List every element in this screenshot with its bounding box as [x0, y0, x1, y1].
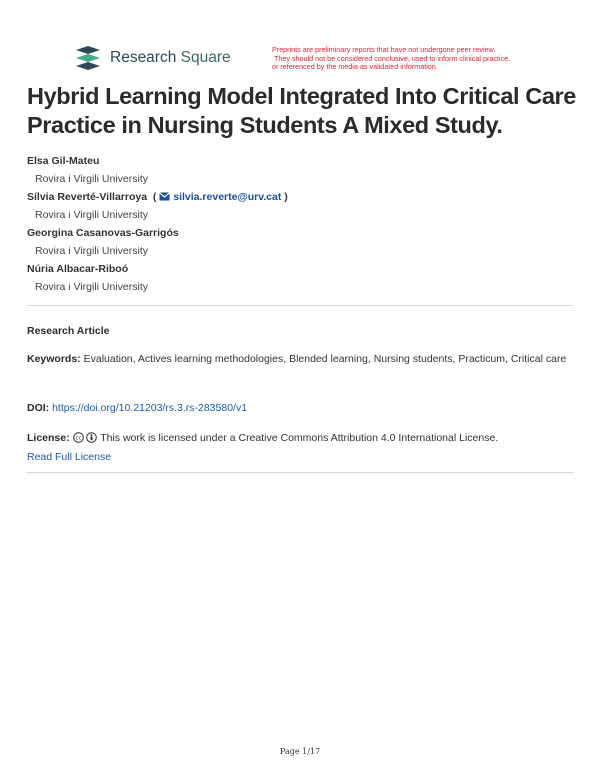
- author-affiliation: Rovira i Virgili University: [35, 245, 148, 257]
- doi-label: DOI:: [27, 402, 50, 414]
- author-name[interactable]: Sílvia Reverté-Villarroya: [27, 191, 148, 203]
- license-text: This work is licensed under a Creative Commons Attribution 4.0 International License.: [100, 432, 499, 444]
- paren: (: [149, 191, 157, 203]
- paren: ): [284, 191, 288, 203]
- license-label: License:: [27, 432, 70, 444]
- author-name[interactable]: Elsa Gil-Mateu: [27, 155, 100, 167]
- author-affiliation: Rovira i Virgili University: [35, 173, 148, 185]
- page-number: Page 1/17: [279, 747, 321, 756]
- logo-word-square: Square: [180, 49, 231, 66]
- logo-word-research: Research: [110, 49, 177, 66]
- read-full-license-link[interactable]: Read Full License: [27, 451, 112, 463]
- disclaimer-line: They should not be considered conclusive, used to inform clinical practice,: [274, 53, 511, 63]
- disclaimer-line: or referenced by the media as validated information.: [272, 62, 438, 72]
- author-email-link[interactable]: silvia.reverte@urv.cat: [173, 191, 282, 203]
- creative-commons-icon: [73, 432, 84, 449]
- keywords-text: Evaluation, Actives learning methodologies, Blended learning, Nursing students, Practicum, Critical care: [83, 353, 567, 365]
- article-type: Research Article: [27, 325, 110, 337]
- envelope-icon: [159, 189, 170, 207]
- preprint-disclaimer: [272, 46, 542, 72]
- author-list: [27, 152, 587, 296]
- author-affiliation: Rovira i Virgili University: [35, 281, 148, 293]
- divider: [27, 472, 573, 473]
- author-name[interactable]: Georgina Casanovas-Garrigós: [27, 227, 179, 239]
- doi-section: [27, 400, 573, 417]
- paper-title: Hybrid Learning Model Integrated Into Critical Care Practice in Nursing Students A Mixed Study.: [27, 83, 576, 138]
- keywords-label: Keywords:: [27, 353, 81, 365]
- keywords-section: [27, 351, 573, 368]
- divider: [27, 305, 573, 306]
- author: [27, 152, 587, 188]
- research-square-logo[interactable]: [74, 46, 231, 70]
- disclaimer-line: Preprints are preliminary reports that have not undergone peer review.: [272, 45, 496, 54]
- author: [27, 224, 587, 260]
- author: [27, 188, 587, 224]
- author-name-row: [27, 188, 587, 206]
- attribution-icon: [86, 432, 97, 449]
- doi-link[interactable]: https://doi.org/10.21203/rs.3.rs-283580/v1: [52, 402, 248, 414]
- logo-text: [110, 49, 231, 67]
- author: [27, 260, 587, 296]
- author-name[interactable]: Núria Albacar-Riboó: [27, 263, 129, 275]
- svg-text:cc: cc: [75, 435, 82, 442]
- license-section: [27, 430, 573, 466]
- research-square-logo-icon: [74, 46, 102, 70]
- author-affiliation: Rovira i Virgili University: [35, 209, 148, 221]
